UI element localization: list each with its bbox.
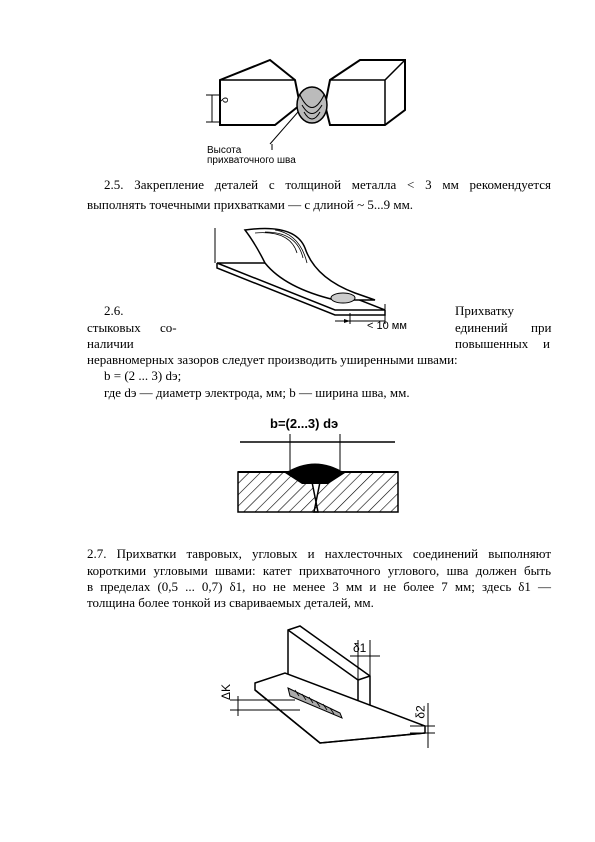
p27-line1: 2.7. Прихватки тавровых, угловых и нахлесточных соединений выполняют [87,546,551,561]
fig2-dim: < 10 мм [367,320,407,332]
p26-formula: b = (2 ... 3) dэ; [104,368,182,383]
fig3-label: b=(2...3) dэ [270,416,339,431]
p26-so: со- [160,320,177,335]
lap-weld-figure [185,218,410,328]
p27-line2: короткими угловыми швами: катет прихваточного углового, шва должен быть [87,563,551,578]
p26-num: 2.6. [104,303,124,318]
p27-line4: толщина более тонкой из свариваемых деталей, мм. [87,595,374,610]
delta-label: δ [219,96,232,104]
p26-stykovyh: стыковых [87,320,141,335]
p26-word-a: Прихватку [455,303,515,318]
fig1-caption-line1: Высота [207,145,242,156]
t-joint-figure [210,618,445,758]
p27-line3: в пределах (0,5 ... 0,7) δ1, но не менее 3 мм и не более 7 мм; здесь δ1 — [87,579,551,594]
p25-line2: выполнять точечными прихватками — с длиной ~ 5...9 мм. [87,197,414,212]
fig4-dk: ΔK [219,683,234,701]
p26-pri: при [531,320,552,335]
p26-where: где dэ — диаметр электрода, мм; b — ширина шва, мм. [104,385,410,400]
fig1-caption-line2: прихваточного шва [207,155,296,166]
p26-i: и [543,336,550,351]
p26-edineniy: единений [455,320,508,335]
fig4-delta2: δ2 [413,705,428,719]
p26-povyshennyh: повышенных [455,336,529,351]
p25-line1: 2.5. Закрепление деталей с толщиной металла < 3 мм рекомендуется [104,177,551,192]
fig4-delta1: δ1 [353,641,367,655]
p26-line3: неравномерных зазоров следует производить уширенными швами: [87,352,458,367]
p26-nalichii: наличии [87,336,134,351]
